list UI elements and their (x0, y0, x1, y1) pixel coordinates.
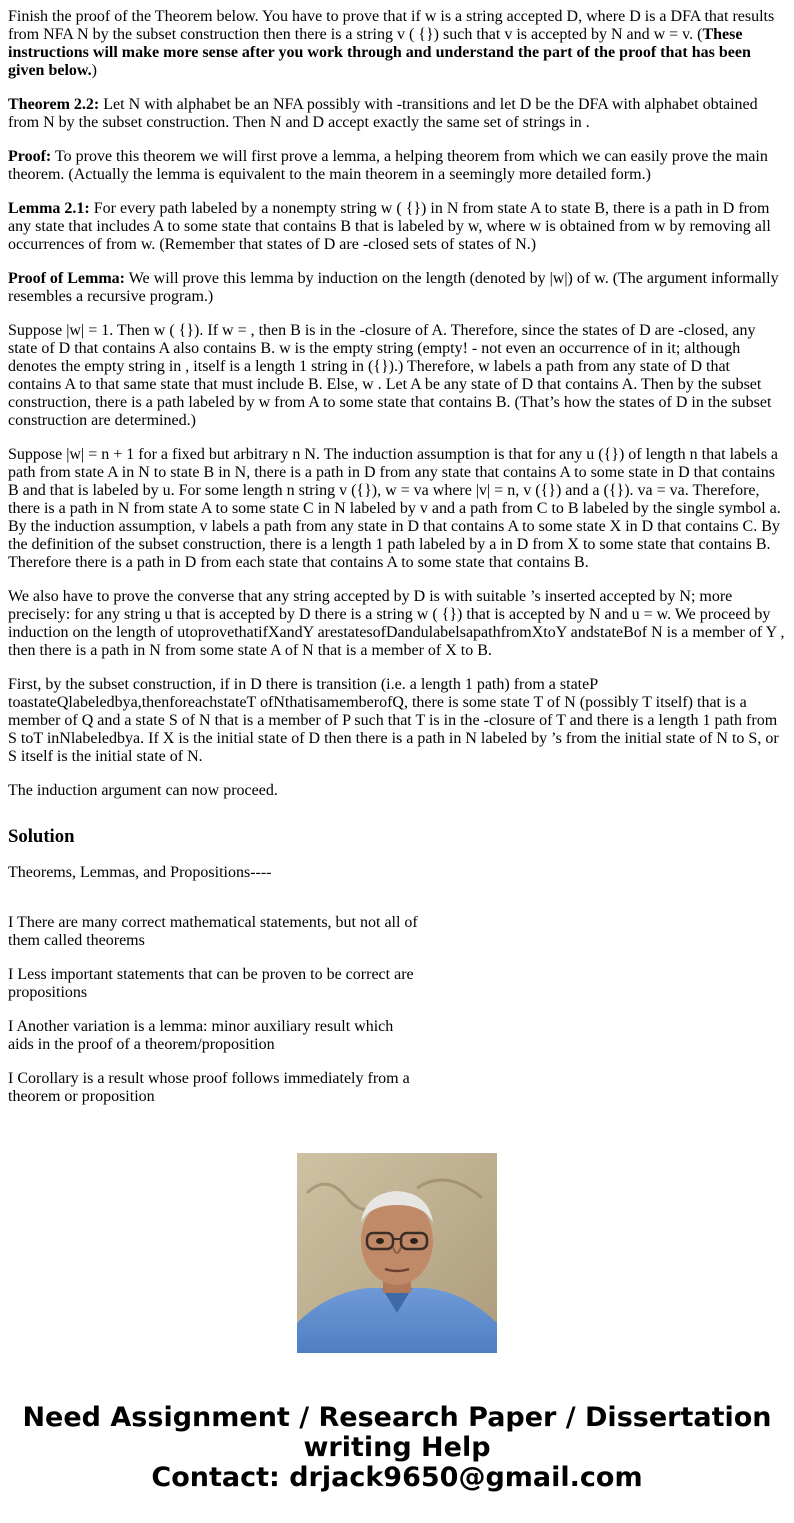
proof-text: To prove this theorem we will first prove a lemma, a helping theorem from which we can easily prove the main theorem. (Actually the lemma is equivalent to the main theorem in a seemingly more detailed form.) (8, 148, 768, 183)
author-photo-image (297, 1153, 497, 1353)
proof-of-lemma-paragraph (8, 270, 786, 306)
theorem-paragraph (8, 96, 786, 132)
proof-label: Proof: (8, 148, 52, 165)
converse-paragraph: We also have to prove the converse that any string accepted by D is with suitable ’s inserted accepted by N; more precisely: for any string u that is accepted by D there is a string w ( {}) that is accepted by N and u = w. We proceed by induction on the length of utoprovethatifXandY arestatesofDandulabelsapathfromXtoY andstateBof N is a member of Y , then there is a path in N from some state A of N that is a member of X to B. (8, 588, 785, 659)
solution-item: I Another variation is a lemma: minor auxiliary result which aids in the proof of a theorem/proposition (8, 1018, 394, 1053)
induction-proceed-paragraph: The induction argument can now proceed. (8, 782, 278, 799)
promo-contact: Contact: drjack9650@gmail.com (151, 1462, 643, 1493)
promo-text (0, 1403, 794, 1493)
intro-text: Finish the proof of the Theorem below. You have to prove that if w is a string accepted D, where D is a DFA that results from NFA N by the subset construction then there is a string v ( {}) such that v is accepted by N and w = v. ( (8, 8, 775, 43)
proof-paragraph (8, 148, 786, 184)
base-case-paragraph: Suppose |w| = 1. Then w ( {}). If w = , then B is in the -closure of A. Therefore, since the states of D are -closed, any state of D that contains A also contains B. w is the empty string (empty! - not even an occurrence of in it; although denotes the empty string in , itself is a length 1 string in ({}).) Therefore, w labels a path from any state of D that contains A to that same state that must include B. Else, w . Let A be any state of D that contains A. Then by the subset construction, there is a path labeled by w from A to some state that contains B. (That’s how the states of D in the subset construction are determined.) (8, 322, 772, 429)
lemma-paragraph (8, 200, 786, 254)
solution-heading: Solution (8, 826, 75, 847)
proof-of-lemma-label: Proof of Lemma: (8, 270, 125, 287)
promo-line-2: writing Help (303, 1432, 491, 1463)
induction-step-paragraph: Suppose |w| = n + 1 for a fixed but arbitrary n N. The induction assumption is that for any u ({}) of length n that labels a path from state A in N to state B in N, there is a path in D from any state that contains A to some state in D that contains B and that is labeled by u. For some length n string v ({}), w = va where |v| = n, v ({}) and a ({}). va = va. Therefore, there is a path in N from state A to some state C in N labeled by v and a path from C to B labeled by the single symbol a. By the induction assumption, v labels a path from any state in D that contains A to some state X in D that contains C. By the definition of the subset construction, there is a length 1 path labeled by a in D from X to some state that contains B. Therefore there is a path in D from each state that contains A to some state that contains B. (8, 446, 781, 571)
intro-bold-text: These instructions will make more sense after you work through and understand the part of the proof that has been given below. (8, 26, 751, 79)
solution-item: I Less important statements that can be proven to be correct are propositions (8, 966, 414, 1001)
lemma-label: Lemma 2.1: (8, 200, 90, 217)
promo-banner (0, 1123, 794, 1523)
intro-close: ) (91, 62, 97, 79)
solution-item: I Corollary is a result whose proof follows immediately from a theorem or proposition (8, 1070, 410, 1105)
theorem-label: Theorem 2.2: (8, 96, 100, 113)
document-body (8, 0, 786, 1123)
intro-paragraph (8, 0, 786, 80)
lemma-text: For every path labeled by a nonempty string w ( {}) in N from state A to state B, there is a path in D from any state that includes A to some state that contains B that is labeled by w, where w is obtained from w by removing all occurrences of from w. (Remember that states of D are -closed sets of states of N.) (8, 200, 771, 253)
theorem-text: Let N with alphabet be an NFA possibly with -transitions and let D be the DFA with alphabet obtained from N by the subset construction. Then N and D accept exactly the same set of strings in . (8, 96, 758, 131)
solution-item: I There are many correct mathematical statements, but not all of them called theorems (8, 914, 418, 949)
author-photo (297, 1153, 497, 1353)
subset-construction-paragraph: First, by the subset construction, if in D there is transition (i.e. a length 1 path) from a stateP toastateQlabeledbya,thenforeachstateT ofNthatisamemberofQ, there is some state T of N (possibly T itself) that is a member of Q and a state S of N that is a member of P such that T is in the -closure of T and there is a length 1 path from S toT inNlabeledbya. If X is the initial state of D then there is a path in N labeled by ’s from the initial state of N to S, or S itself is the initial state of N. (8, 676, 779, 765)
solution-subheading: Theorems, Lemmas, and Propositions---- (8, 864, 272, 881)
promo-line-1: Need Assignment / Research Paper / Dissertation (22, 1402, 772, 1433)
proof-of-lemma-text: We will prove this lemma by induction on the length (denoted by |w|) of w. (The argument informally resembles a recursive program.) (8, 270, 779, 305)
